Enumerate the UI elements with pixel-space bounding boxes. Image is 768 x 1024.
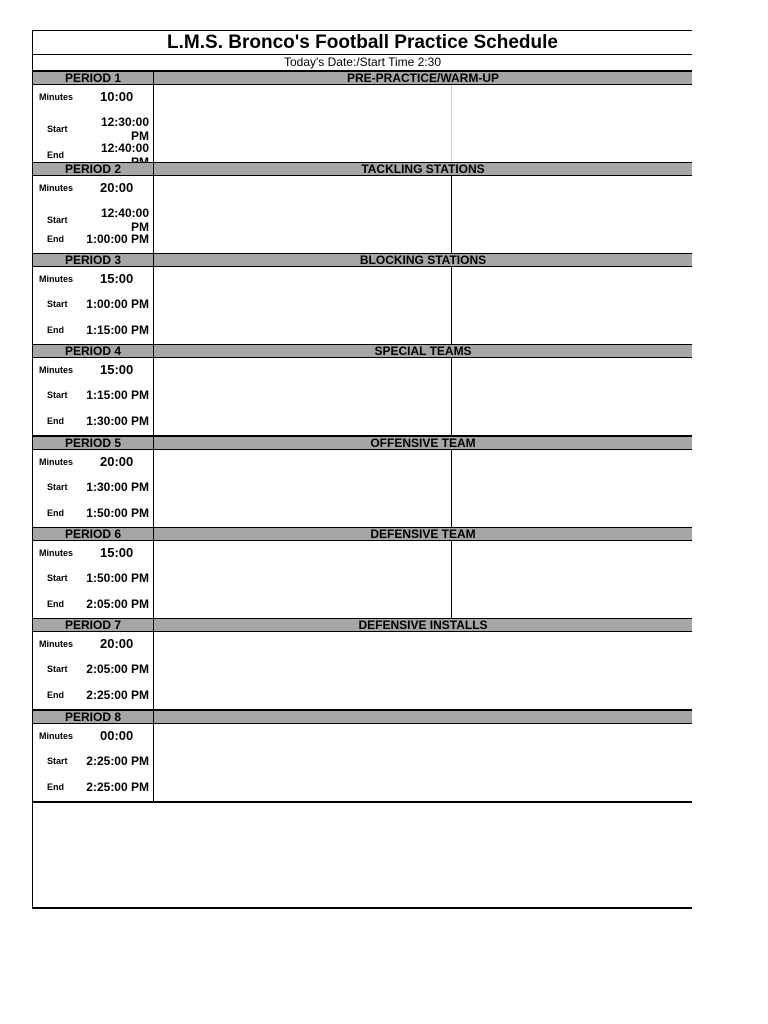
- minutes-label: Minutes: [39, 547, 74, 558]
- notes-column-left[interactable]: [154, 724, 451, 801]
- minutes-value: 20:00: [100, 636, 134, 651]
- page-title: L.M.S. Bronco's Football Practice Schedule: [33, 31, 692, 55]
- start-time: 1:00:00 PM: [86, 297, 149, 311]
- notes-column-left[interactable]: [154, 358, 452, 435]
- minutes-value: 15:00: [100, 545, 134, 560]
- start-label: Start: [47, 390, 68, 400]
- end-label: End: [47, 416, 64, 426]
- end-label: End: [47, 508, 64, 518]
- period-notes-area[interactable]: [154, 632, 692, 709]
- period-activity: TACKLING STATIONS: [361, 162, 485, 176]
- minutes-value: 15:00: [100, 362, 134, 377]
- page-subtitle: Today's Date:/Start Time 2:30: [33, 55, 692, 71]
- period-activity: DEFENSIVE INSTALLS: [358, 618, 488, 632]
- period-header: [33, 709, 692, 724]
- period-activity: PRE-PRACTICE/WARM-UP: [347, 71, 499, 85]
- period-times: [33, 267, 154, 344]
- period-name: PERIOD 5: [33, 437, 154, 449]
- period-block-2: [33, 162, 692, 253]
- minutes-label: Minutes: [39, 91, 74, 102]
- period-notes-area[interactable]: [154, 85, 692, 162]
- minutes-value: 20:00: [100, 454, 134, 469]
- notes-column-left[interactable]: [154, 632, 451, 709]
- end-label: End: [47, 234, 64, 244]
- period-body: [33, 176, 692, 253]
- start-label: Start: [47, 664, 68, 674]
- period-header: [33, 527, 692, 541]
- notes-column-left[interactable]: [154, 176, 452, 253]
- end-time: 2:05:00 PM: [86, 597, 149, 611]
- schedule-sheet: [32, 30, 692, 909]
- notes-column-left[interactable]: [154, 267, 452, 344]
- period-name: PERIOD 4: [33, 345, 154, 357]
- period-activity: [154, 711, 692, 723]
- period-header: [33, 71, 692, 85]
- period-name: PERIOD 8: [33, 711, 154, 723]
- end-label: End: [47, 690, 64, 700]
- start-time: 1:15:00 PM: [86, 388, 149, 402]
- period-header: [33, 618, 692, 632]
- period-body: [33, 267, 692, 344]
- period-activity: SPECIAL TEAMS: [374, 344, 472, 358]
- period-block-7: [33, 618, 692, 709]
- period-notes-area[interactable]: [154, 450, 692, 527]
- end-label: End: [47, 150, 64, 160]
- period-block-6: [33, 527, 692, 618]
- period-name: PERIOD 1: [33, 72, 154, 84]
- period-body: [33, 358, 692, 435]
- end-time: 1:15:00 PM: [86, 323, 149, 337]
- period-name: PERIOD 2: [33, 163, 154, 175]
- period-times: [33, 450, 154, 527]
- start-time: 12:40:00 PM: [100, 206, 149, 234]
- end-time: 1:50:00 PM: [86, 506, 149, 520]
- period-notes-area[interactable]: [154, 541, 692, 618]
- period-name: PERIOD 7: [33, 619, 154, 631]
- start-label: Start: [47, 573, 68, 583]
- period-activity: BLOCKING STATIONS: [359, 253, 487, 267]
- period-block-8: [33, 709, 692, 801]
- period-header: [33, 344, 692, 358]
- end-time: 2:25:00 PM: [86, 780, 149, 794]
- minutes-label: Minutes: [39, 182, 74, 193]
- period-times: [33, 176, 154, 253]
- start-time: 2:05:00 PM: [86, 662, 149, 676]
- notes-column-right[interactable]: [452, 541, 692, 618]
- minutes-value: 00:00: [100, 728, 134, 743]
- period-activity: DEFENSIVE TEAM: [370, 527, 476, 541]
- period-times: [33, 358, 154, 435]
- period-header: [33, 253, 692, 267]
- start-time: 12:30:00 PM: [100, 115, 149, 143]
- start-time: 2:25:00 PM: [86, 754, 149, 768]
- notes-column-right[interactable]: [452, 358, 692, 435]
- period-name: PERIOD 3: [33, 254, 154, 266]
- minutes-label: Minutes: [39, 364, 74, 375]
- period-times: [33, 85, 154, 162]
- minutes-label: Minutes: [39, 638, 74, 649]
- minutes-label: Minutes: [39, 456, 74, 467]
- period-notes-area[interactable]: [154, 176, 692, 253]
- notes-column-left[interactable]: [154, 541, 452, 618]
- notes-column-right[interactable]: [452, 176, 692, 253]
- period-body: [33, 724, 692, 801]
- period-notes-area[interactable]: [154, 267, 692, 344]
- period-body: [33, 541, 692, 618]
- end-time: 2:25:00 PM: [86, 688, 149, 702]
- notes-column-right[interactable]: [452, 85, 692, 162]
- period-times: [33, 541, 154, 618]
- end-label: End: [47, 782, 64, 792]
- notes-column-left[interactable]: [154, 85, 452, 162]
- start-time: 1:30:00 PM: [86, 480, 149, 494]
- minutes-value: 20:00: [100, 180, 134, 195]
- notes-column-right[interactable]: [452, 450, 692, 527]
- period-block-4: [33, 344, 692, 435]
- start-time: 1:50:00 PM: [86, 571, 149, 585]
- minutes-value: 10:00: [100, 89, 134, 104]
- minutes-value: 15:00: [100, 271, 134, 286]
- period-block-5: [33, 435, 692, 527]
- minutes-label: Minutes: [39, 730, 74, 741]
- period-block-1: [33, 71, 692, 162]
- period-body: [33, 450, 692, 527]
- period-notes-area[interactable]: [154, 724, 692, 801]
- start-label: Start: [47, 299, 68, 309]
- start-label: Start: [47, 482, 68, 492]
- start-label: Start: [47, 124, 68, 134]
- period-times: [33, 724, 154, 801]
- period-name: PERIOD 6: [33, 528, 154, 540]
- period-block-3: [33, 253, 692, 344]
- notes-column-right[interactable]: [452, 267, 692, 344]
- minutes-label: Minutes: [39, 273, 74, 284]
- end-time: 1:30:00 PM: [86, 414, 149, 428]
- period-notes-area[interactable]: [154, 358, 692, 435]
- notes-column-left[interactable]: [154, 450, 452, 527]
- end-label: End: [47, 599, 64, 609]
- end-time: 12:40:00: [100, 141, 149, 155]
- end-label: End: [47, 325, 64, 335]
- start-label: Start: [47, 215, 68, 225]
- period-header: [33, 162, 692, 176]
- end-time: 1:00:00 PM: [86, 232, 149, 246]
- notes-column-right[interactable]: [451, 632, 692, 709]
- notes-footer-area[interactable]: [33, 801, 692, 909]
- period-header: [33, 435, 692, 450]
- notes-column-right[interactable]: [451, 724, 692, 801]
- period-times: [33, 632, 154, 709]
- period-body: [33, 632, 692, 709]
- start-label: Start: [47, 756, 68, 766]
- period-activity: OFFENSIVE TEAM: [370, 436, 476, 450]
- period-body: [33, 85, 692, 162]
